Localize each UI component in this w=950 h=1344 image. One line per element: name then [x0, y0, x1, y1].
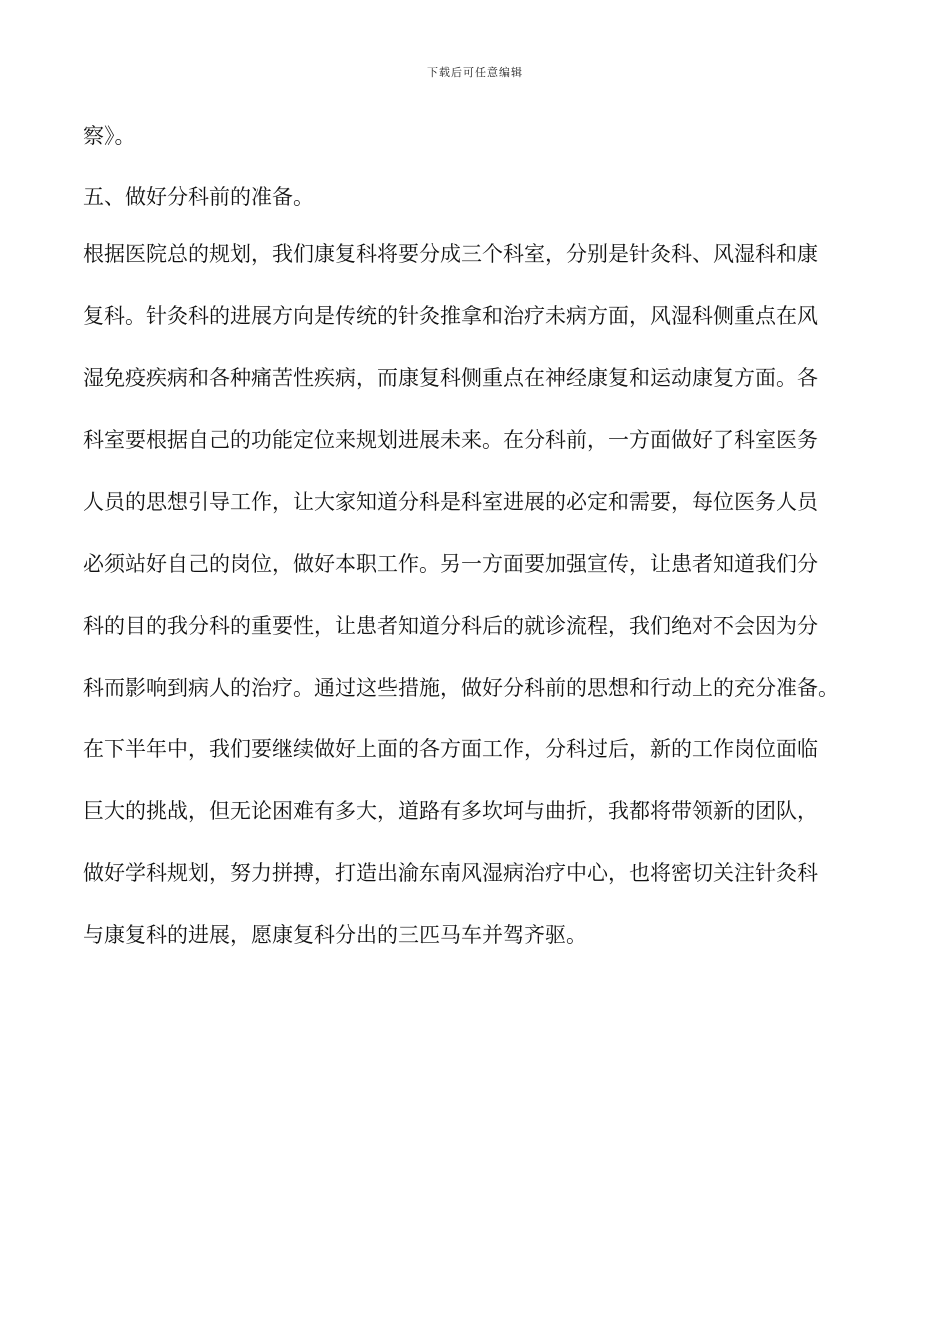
text-line-6: 科室要根据自己的功能定位来规划进展未来。在分科前，一方面做好了科室医务 [83, 428, 818, 452]
text-line-3: 根据医院总的规划，我们康复科将要分成三个科室，分别是针灸科、风湿科和康 [83, 242, 818, 266]
header-note: 下载后可任意编辑 [427, 66, 523, 79]
text-line-1: 察》。 [83, 124, 136, 148]
text-line-5: 湿免疫疾病和各种痛苦性疾病，而康复科侧重点在神经康复和运动康复方面。各 [83, 366, 818, 390]
text-line-8: 必须站好自己的岗位，做好本职工作。另一方面要加强宣传，让患者知道我们分 [83, 552, 818, 576]
text-line-10: 科而影响到病人的治疗。通过这些措施，做好分科前的思想和行动上的充分准备。 [83, 676, 839, 700]
text-line-7: 人员的思想引导工作，让大家知道分科是科室进展的必定和需要，每位医务人员 [83, 490, 818, 514]
text-line-13: 做好学科规划，努力拼搏，打造出渝东南风湿病治疗中心，也将密切关注针灸科 [83, 861, 818, 885]
text-line-9: 科的目的我分科的重要性，让患者知道分科后的就诊流程，我们绝对不会因为分 [83, 614, 818, 638]
text-line-14: 与康复科的进展，愿康复科分出的三匹马车并驾齐驱。 [83, 923, 587, 947]
text-line-11: 在下半年中，我们要继续做好上面的各方面工作，分科过后，新的工作岗位面临 [83, 737, 818, 761]
section-heading: 五、做好分科前的准备。 [83, 185, 314, 209]
text-line-12: 巨大的挑战，但无论困难有多大，道路有多坎坷与曲折，我都将带领新的团队， [83, 799, 818, 823]
text-line-4: 复科。针灸科的进展方向是传统的针灸推拿和治疗未病方面，风湿科侧重点在风 [83, 304, 818, 328]
